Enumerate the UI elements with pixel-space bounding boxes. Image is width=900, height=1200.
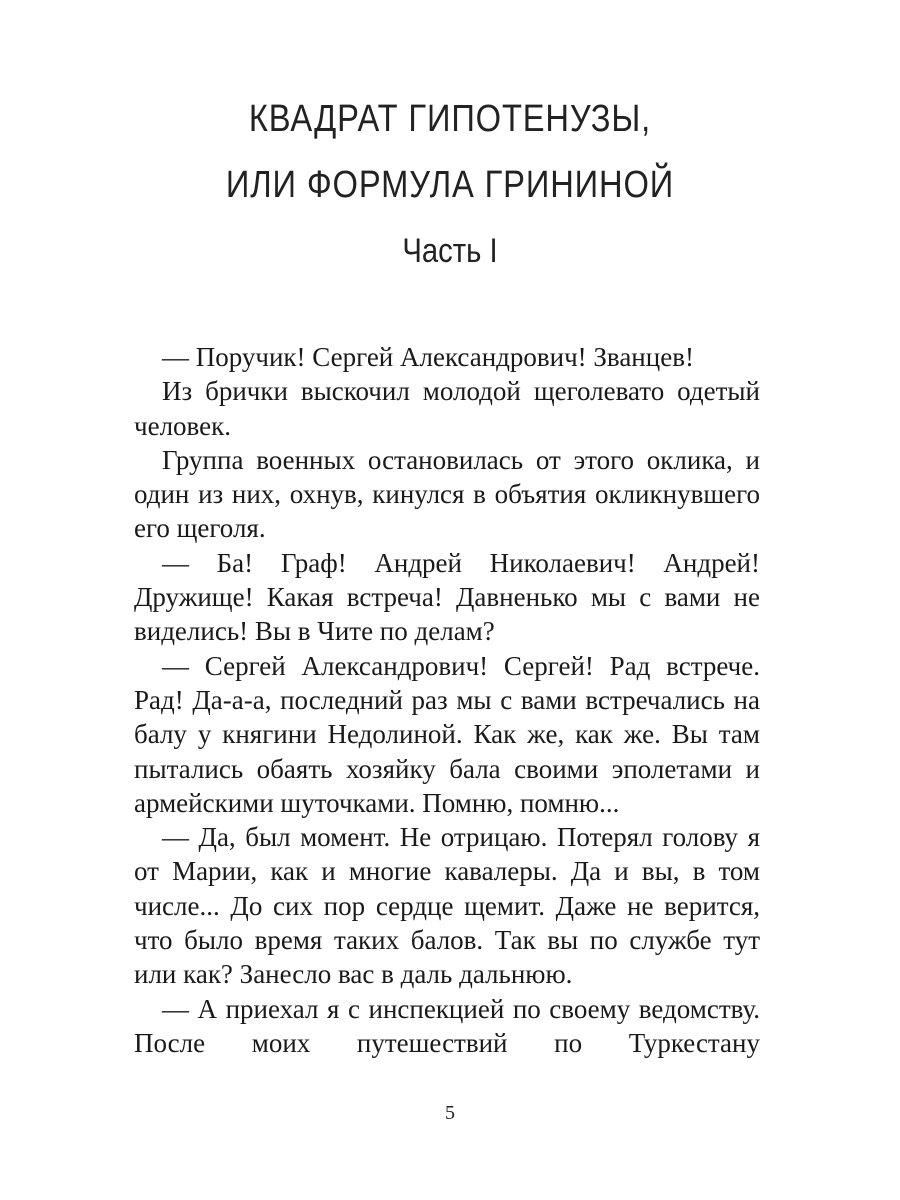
paragraph: Из брички выскочил молодой щеголевато одетый человек. [134, 376, 760, 441]
body-text [134, 340, 760, 1060]
chapter-title-line-1: КВАДРАТ ГИПОТЕНУЗЫ, [248, 98, 652, 140]
chapter-title-line-2: ИЛИ ФОРМУЛА ГРИНИНОЙ [225, 164, 675, 206]
paragraph: — Ба! Граф! Андрей Николаевич! Андрей! Дружище! Какая встреча! Давненько мы с вами не виделись! Вы в Чите по делам? [134, 547, 760, 647]
paragraph: — Да, был момент. Не отрицаю. Потерял голову я от Марии, как и многие кавалеры. Да и вы, в том числе... До сих пор сердце щемит. Даже не верится, что было время таких балов. Так вы по службе тут или как? Занесло вас в даль дальнюю. [134, 822, 760, 990]
paragraph: Группа военных остановилась от этого оклика, и один из них, охнув, кинулся в объятия окликнувшего его щеголя. [134, 444, 760, 544]
paragraph: — А приехал я с инспекцией по своему ведомству. После моих путешествий по Туркестану [134, 993, 760, 1058]
page-number: 5 [445, 1102, 455, 1124]
paragraph: — Сергей Александрович! Сергей! Рад встрече. Рад! Да-а-а, последний раз мы с вами встречались на балу у княгини Недолиной. Как же, как же. Вы там пытались обаять хозяйку бала своими эполетами и армейскими шуточками. Помню, помню... [134, 650, 760, 818]
part-heading: Часть I [402, 232, 498, 270]
paragraph: — Поручик! Сергей Александрович! Званцев! [162, 342, 694, 372]
